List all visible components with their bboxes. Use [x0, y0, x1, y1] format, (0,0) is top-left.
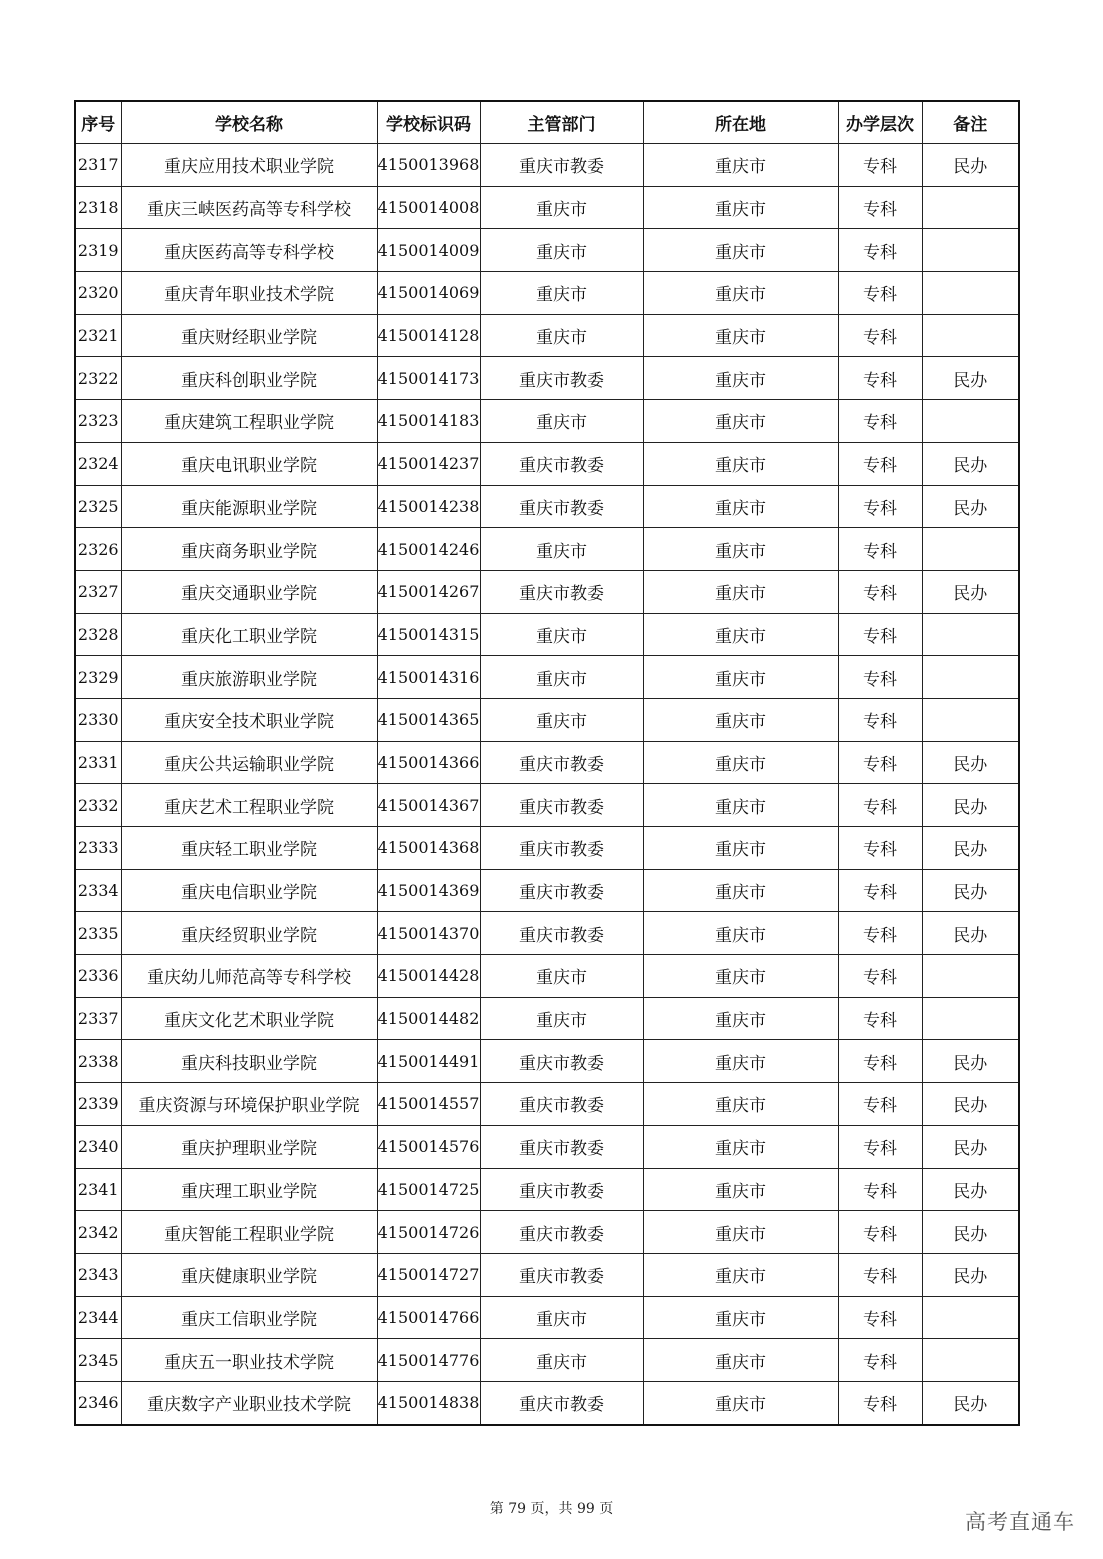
cell-level: 专科	[838, 869, 922, 912]
cell-location: 重庆市	[643, 698, 838, 741]
table-row	[75, 314, 1019, 357]
header-level: 办学层次	[838, 101, 922, 144]
cell-level: 专科	[838, 272, 922, 315]
cell-school-code: 4150014725	[377, 1168, 480, 1211]
cell-level: 专科	[838, 144, 922, 187]
cell-location: 重庆市	[643, 570, 838, 613]
cell-remarks: 民办	[922, 1168, 1019, 1211]
cell-school-name: 重庆护理职业学院	[121, 1125, 377, 1168]
cell-level: 专科	[838, 1296, 922, 1339]
cell-index: 2341	[75, 1168, 121, 1211]
cell-school-code: 4150014368	[377, 827, 480, 870]
cell-department: 重庆市教委	[480, 869, 643, 912]
cell-department: 重庆市教委	[480, 784, 643, 827]
cell-location: 重庆市	[643, 1296, 838, 1339]
cell-department: 重庆市教委	[480, 144, 643, 187]
cell-location: 重庆市	[643, 784, 838, 827]
cell-remarks	[922, 997, 1019, 1040]
cell-level: 专科	[838, 827, 922, 870]
cell-school-code: 4150014482	[377, 997, 480, 1040]
cell-school-name: 重庆科技职业学院	[121, 1040, 377, 1083]
table-row	[75, 186, 1019, 229]
cell-location: 重庆市	[643, 485, 838, 528]
cell-school-name: 重庆电讯职业学院	[121, 442, 377, 485]
header-school-code: 学校标识码	[377, 101, 480, 144]
cell-remarks: 民办	[922, 570, 1019, 613]
cell-remarks	[922, 656, 1019, 699]
cell-department: 重庆市教委	[480, 741, 643, 784]
cell-school-name: 重庆商务职业学院	[121, 528, 377, 571]
cell-remarks: 民办	[922, 1381, 1019, 1424]
cell-location: 重庆市	[643, 186, 838, 229]
cell-remarks: 民办	[922, 912, 1019, 955]
cell-index: 2323	[75, 400, 121, 443]
cell-school-name: 重庆财经职业学院	[121, 314, 377, 357]
cell-department: 重庆市教委	[480, 1168, 643, 1211]
cell-level: 专科	[838, 1339, 922, 1382]
cell-school-name: 重庆理工职业学院	[121, 1168, 377, 1211]
cell-school-code: 4150014766	[377, 1296, 480, 1339]
cell-index: 2333	[75, 827, 121, 870]
cell-location: 重庆市	[643, 613, 838, 656]
cell-level: 专科	[838, 698, 922, 741]
cell-department: 重庆市教委	[480, 1040, 643, 1083]
cell-level: 专科	[838, 784, 922, 827]
cell-remarks: 民办	[922, 442, 1019, 485]
table-row	[75, 1211, 1019, 1254]
cell-department: 重庆市	[480, 229, 643, 272]
cell-school-name: 重庆安全技术职业学院	[121, 698, 377, 741]
cell-school-name: 重庆电信职业学院	[121, 869, 377, 912]
cell-school-code: 4150013968	[377, 144, 480, 187]
cell-remarks	[922, 272, 1019, 315]
table-row	[75, 1083, 1019, 1126]
cell-school-code: 4150014367	[377, 784, 480, 827]
cell-school-name: 重庆经贸职业学院	[121, 912, 377, 955]
cell-department: 重庆市教委	[480, 827, 643, 870]
header-school-name: 学校名称	[121, 101, 377, 144]
cell-school-code: 4150014173	[377, 357, 480, 400]
schools-table	[74, 100, 1020, 1426]
cell-remarks	[922, 314, 1019, 357]
cell-department: 重庆市教委	[480, 1253, 643, 1296]
cell-department: 重庆市	[480, 656, 643, 699]
cell-school-name: 重庆五一职业技术学院	[121, 1339, 377, 1382]
cell-level: 专科	[838, 400, 922, 443]
table-row	[75, 869, 1019, 912]
table-header-row	[75, 101, 1019, 144]
cell-level: 专科	[838, 1381, 922, 1424]
cell-index: 2328	[75, 613, 121, 656]
cell-index: 2342	[75, 1211, 121, 1254]
table-row	[75, 1168, 1019, 1211]
cell-index: 2321	[75, 314, 121, 357]
cell-school-name: 重庆旅游职业学院	[121, 656, 377, 699]
cell-remarks	[922, 613, 1019, 656]
cell-school-name: 重庆数字产业职业技术学院	[121, 1381, 377, 1424]
cell-school-name: 重庆能源职业学院	[121, 485, 377, 528]
table-row	[75, 1381, 1019, 1424]
cell-school-name: 重庆智能工程职业学院	[121, 1211, 377, 1254]
cell-school-code: 4150014315	[377, 613, 480, 656]
cell-department: 重庆市	[480, 314, 643, 357]
cell-index: 2336	[75, 955, 121, 998]
cell-level: 专科	[838, 357, 922, 400]
cell-school-code: 4150014009	[377, 229, 480, 272]
cell-level: 专科	[838, 1125, 922, 1168]
cell-location: 重庆市	[643, 1253, 838, 1296]
table-row	[75, 784, 1019, 827]
cell-level: 专科	[838, 1083, 922, 1126]
cell-index: 2332	[75, 784, 121, 827]
cell-school-name: 重庆医药高等专科学校	[121, 229, 377, 272]
cell-index: 2337	[75, 997, 121, 1040]
cell-index: 2344	[75, 1296, 121, 1339]
cell-location: 重庆市	[643, 1040, 838, 1083]
page-number: 第 79 页，共 99 页	[489, 1501, 614, 1517]
cell-department: 重庆市	[480, 613, 643, 656]
cell-school-code: 4150014838	[377, 1381, 480, 1424]
cell-location: 重庆市	[643, 442, 838, 485]
cell-index: 2334	[75, 869, 121, 912]
cell-level: 专科	[838, 186, 922, 229]
cell-index: 2335	[75, 912, 121, 955]
cell-location: 重庆市	[643, 144, 838, 187]
table-row	[75, 912, 1019, 955]
cell-department: 重庆市	[480, 955, 643, 998]
cell-school-code: 4150014008	[377, 186, 480, 229]
watermark-logo: 高考直通车	[965, 1510, 1075, 1534]
cell-department: 重庆市教委	[480, 570, 643, 613]
cell-department: 重庆市	[480, 698, 643, 741]
cell-location: 重庆市	[643, 955, 838, 998]
cell-school-name: 重庆工信职业学院	[121, 1296, 377, 1339]
cell-school-code: 4150014069	[377, 272, 480, 315]
cell-remarks: 民办	[922, 485, 1019, 528]
cell-school-name: 重庆轻工职业学院	[121, 827, 377, 870]
cell-location: 重庆市	[643, 357, 838, 400]
cell-index: 2338	[75, 1040, 121, 1083]
table-row	[75, 485, 1019, 528]
cell-level: 专科	[838, 229, 922, 272]
cell-location: 重庆市	[643, 1125, 838, 1168]
table-row	[75, 1040, 1019, 1083]
cell-school-code: 4150014237	[377, 442, 480, 485]
cell-level: 专科	[838, 1211, 922, 1254]
table-row	[75, 144, 1019, 187]
cell-school-name: 重庆公共运输职业学院	[121, 741, 377, 784]
header-location: 所在地	[643, 101, 838, 144]
cell-location: 重庆市	[643, 1339, 838, 1382]
cell-department: 重庆市教委	[480, 1211, 643, 1254]
cell-department: 重庆市	[480, 186, 643, 229]
table-row	[75, 1339, 1019, 1382]
cell-index: 2324	[75, 442, 121, 485]
cell-remarks	[922, 698, 1019, 741]
cell-department: 重庆市	[480, 528, 643, 571]
cell-department: 重庆市教委	[480, 1083, 643, 1126]
cell-index: 2330	[75, 698, 121, 741]
cell-location: 重庆市	[643, 314, 838, 357]
cell-index: 2339	[75, 1083, 121, 1126]
cell-remarks: 民办	[922, 1211, 1019, 1254]
table-row	[75, 1125, 1019, 1168]
cell-school-name: 重庆资源与环境保护职业学院	[121, 1083, 377, 1126]
cell-school-name: 重庆艺术工程职业学院	[121, 784, 377, 827]
cell-school-name: 重庆科创职业学院	[121, 357, 377, 400]
cell-school-code: 4150014238	[377, 485, 480, 528]
cell-index: 2327	[75, 570, 121, 613]
cell-index: 2329	[75, 656, 121, 699]
cell-school-code: 4150014365	[377, 698, 480, 741]
cell-index: 2331	[75, 741, 121, 784]
cell-department: 重庆市	[480, 400, 643, 443]
cell-department: 重庆市	[480, 272, 643, 315]
cell-school-code: 4150014428	[377, 955, 480, 998]
cell-index: 2317	[75, 144, 121, 187]
cell-school-code: 4150014726	[377, 1211, 480, 1254]
cell-remarks	[922, 186, 1019, 229]
cell-location: 重庆市	[643, 656, 838, 699]
cell-department: 重庆市教委	[480, 442, 643, 485]
cell-school-name: 重庆建筑工程职业学院	[121, 400, 377, 443]
cell-location: 重庆市	[643, 1381, 838, 1424]
cell-school-name: 重庆应用技术职业学院	[121, 144, 377, 187]
cell-location: 重庆市	[643, 1083, 838, 1126]
cell-index: 2346	[75, 1381, 121, 1424]
cell-department: 重庆市教委	[480, 1381, 643, 1424]
table-row	[75, 400, 1019, 443]
cell-location: 重庆市	[643, 912, 838, 955]
table-row	[75, 357, 1019, 400]
cell-level: 专科	[838, 912, 922, 955]
cell-remarks: 民办	[922, 784, 1019, 827]
cell-index: 2345	[75, 1339, 121, 1382]
cell-location: 重庆市	[643, 741, 838, 784]
cell-location: 重庆市	[643, 997, 838, 1040]
cell-index: 2319	[75, 229, 121, 272]
cell-school-code: 4150014128	[377, 314, 480, 357]
table-row	[75, 741, 1019, 784]
cell-school-code: 4150014727	[377, 1253, 480, 1296]
cell-remarks: 民办	[922, 1083, 1019, 1126]
cell-school-name: 重庆幼儿师范高等专科学校	[121, 955, 377, 998]
cell-location: 重庆市	[643, 827, 838, 870]
cell-department: 重庆市	[480, 1296, 643, 1339]
cell-school-code: 4150014366	[377, 741, 480, 784]
table-row	[75, 698, 1019, 741]
cell-index: 2340	[75, 1125, 121, 1168]
cell-school-name: 重庆交通职业学院	[121, 570, 377, 613]
cell-level: 专科	[838, 656, 922, 699]
cell-school-name: 重庆化工职业学院	[121, 613, 377, 656]
table-row	[75, 613, 1019, 656]
cell-department: 重庆市	[480, 1339, 643, 1382]
header-index: 序号	[75, 101, 121, 144]
cell-level: 专科	[838, 314, 922, 357]
table-row	[75, 955, 1019, 998]
cell-level: 专科	[838, 1168, 922, 1211]
cell-index: 2320	[75, 272, 121, 315]
cell-level: 专科	[838, 955, 922, 998]
cell-location: 重庆市	[643, 1168, 838, 1211]
cell-location: 重庆市	[643, 528, 838, 571]
cell-remarks	[922, 1339, 1019, 1382]
cell-department: 重庆市教委	[480, 912, 643, 955]
table-row	[75, 570, 1019, 613]
cell-school-name: 重庆三峡医药高等专科学校	[121, 186, 377, 229]
cell-level: 专科	[838, 1040, 922, 1083]
cell-department: 重庆市教委	[480, 357, 643, 400]
cell-location: 重庆市	[643, 229, 838, 272]
cell-remarks: 民办	[922, 357, 1019, 400]
cell-school-code: 4150014776	[377, 1339, 480, 1382]
cell-location: 重庆市	[643, 400, 838, 443]
cell-remarks	[922, 1296, 1019, 1339]
table-row	[75, 528, 1019, 571]
cell-level: 专科	[838, 485, 922, 528]
table-row	[75, 997, 1019, 1040]
cell-remarks: 民办	[922, 869, 1019, 912]
cell-school-code: 4150014183	[377, 400, 480, 443]
cell-school-code: 4150014316	[377, 656, 480, 699]
cell-remarks: 民办	[922, 741, 1019, 784]
cell-location: 重庆市	[643, 272, 838, 315]
cell-level: 专科	[838, 741, 922, 784]
cell-index: 2326	[75, 528, 121, 571]
cell-school-code: 4150014576	[377, 1125, 480, 1168]
cell-remarks: 民办	[922, 1253, 1019, 1296]
cell-school-code: 4150014557	[377, 1083, 480, 1126]
cell-index: 2318	[75, 186, 121, 229]
cell-location: 重庆市	[643, 1211, 838, 1254]
cell-level: 专科	[838, 570, 922, 613]
table-row	[75, 656, 1019, 699]
cell-school-code: 4150014369	[377, 869, 480, 912]
cell-level: 专科	[838, 528, 922, 571]
cell-remarks: 民办	[922, 144, 1019, 187]
cell-level: 专科	[838, 442, 922, 485]
cell-school-code: 4150014267	[377, 570, 480, 613]
cell-index: 2343	[75, 1253, 121, 1296]
table-row	[75, 442, 1019, 485]
cell-remarks: 民办	[922, 1040, 1019, 1083]
cell-level: 专科	[838, 1253, 922, 1296]
cell-remarks	[922, 229, 1019, 272]
cell-level: 专科	[838, 997, 922, 1040]
cell-department: 重庆市教委	[480, 485, 643, 528]
cell-school-name: 重庆文化艺术职业学院	[121, 997, 377, 1040]
cell-index: 2322	[75, 357, 121, 400]
cell-school-code: 4150014246	[377, 528, 480, 571]
cell-department: 重庆市教委	[480, 1125, 643, 1168]
cell-school-name: 重庆健康职业学院	[121, 1253, 377, 1296]
cell-index: 2325	[75, 485, 121, 528]
cell-remarks	[922, 955, 1019, 998]
cell-school-name: 重庆青年职业技术学院	[121, 272, 377, 315]
table-row	[75, 827, 1019, 870]
table-row	[75, 272, 1019, 315]
cell-remarks: 民办	[922, 1125, 1019, 1168]
cell-remarks	[922, 528, 1019, 571]
cell-location: 重庆市	[643, 869, 838, 912]
cell-remarks: 民办	[922, 827, 1019, 870]
header-remarks: 备注	[922, 101, 1019, 144]
header-department: 主管部门	[480, 101, 643, 144]
table-row	[75, 1253, 1019, 1296]
cell-school-code: 4150014491	[377, 1040, 480, 1083]
table-row	[75, 229, 1019, 272]
cell-department: 重庆市	[480, 997, 643, 1040]
cell-remarks	[922, 400, 1019, 443]
table-row	[75, 1296, 1019, 1339]
cell-level: 专科	[838, 613, 922, 656]
cell-school-code: 4150014370	[377, 912, 480, 955]
